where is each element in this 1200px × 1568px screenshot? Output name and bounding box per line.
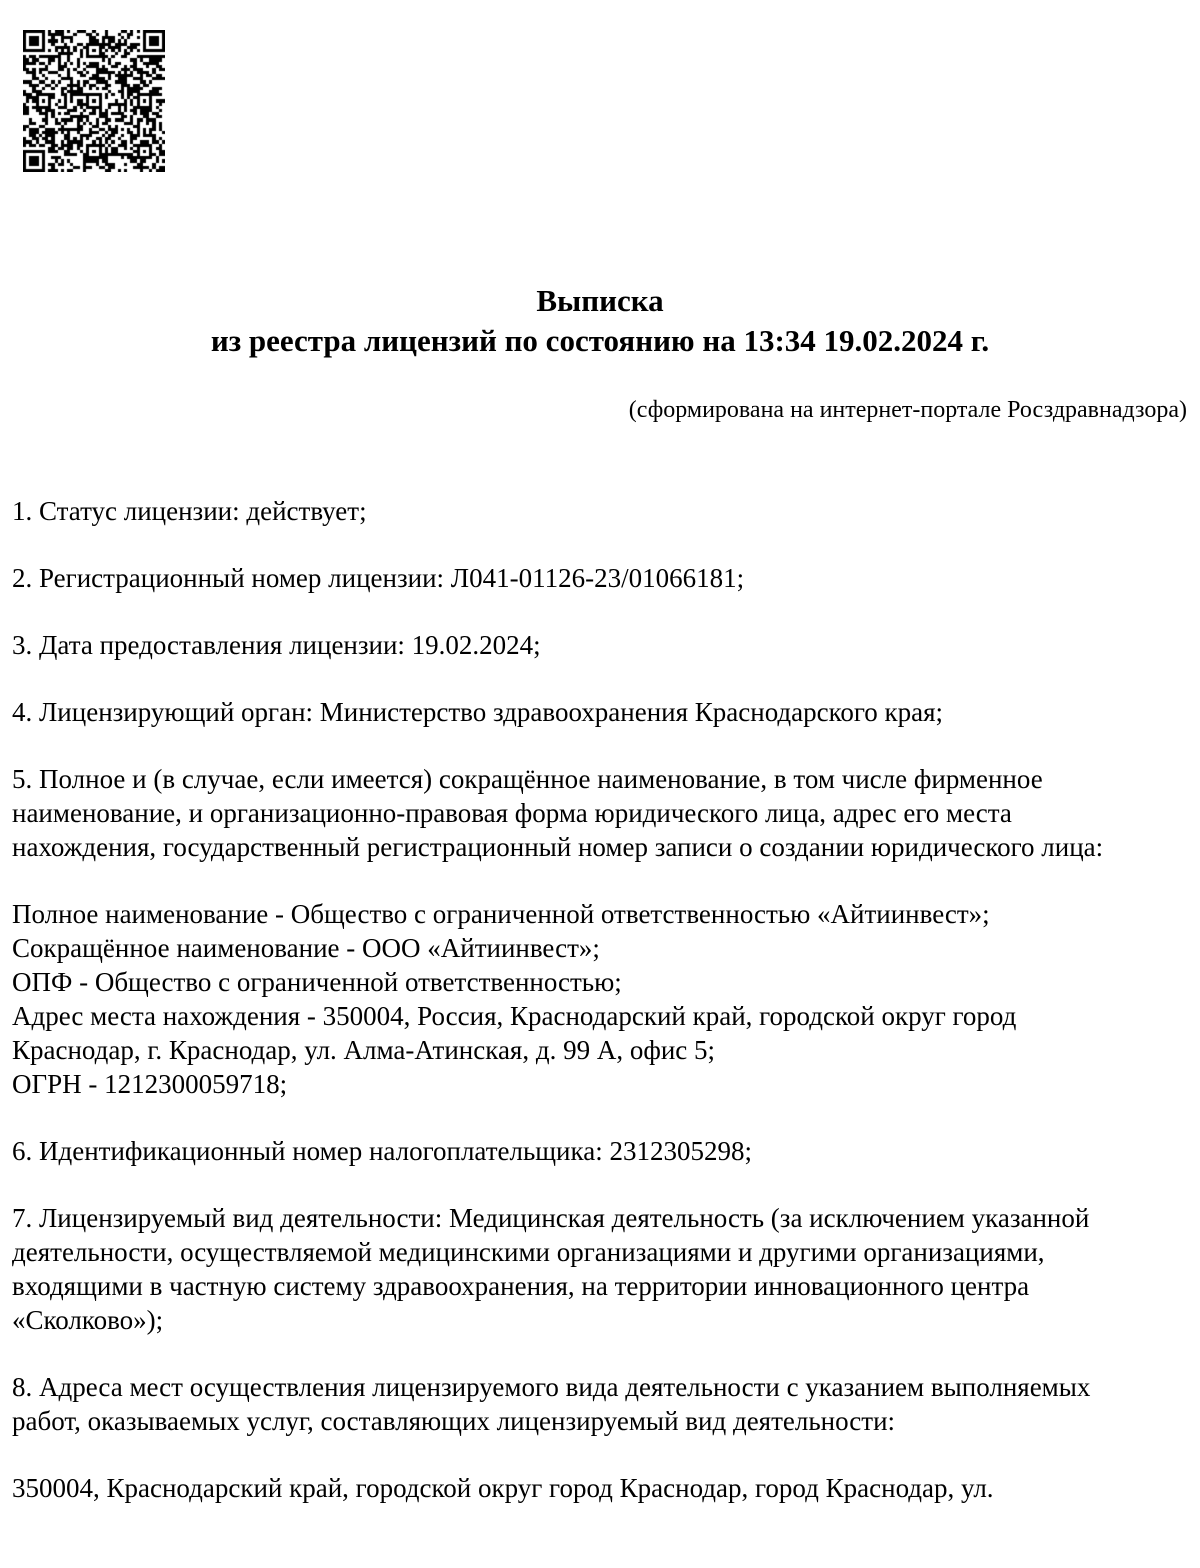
document-line: работ, оказываемых услуг, составляющих лицензируемый вид деятельности: — [12, 1406, 896, 1436]
document-line: 8. Адреса мест осуществления лицензируемого вида деятельности с указанием выполняемых — [12, 1372, 1091, 1402]
paragraph-entity-name-heading — [12, 762, 1188, 864]
title-line-2: из реестра лицензий по состоянию на 13:34 19.02.2024 г. — [210, 323, 990, 358]
document-line: Адрес места нахождения - 350004, Россия, Краснодарский край, городской округ город — [12, 1001, 1017, 1031]
document-title — [0, 281, 1200, 361]
document-line: 7. Лицензируемый вид деятельности: Медицинская деятельность (за исключением указанной — [12, 1203, 1090, 1233]
document-subtitle: (сформирована на интернет-портале Росздравнадзора) — [628, 397, 1187, 423]
document-line: 3. Дата предоставления лицензии: 19.02.2024; — [12, 630, 541, 660]
paragraph-activity-addresses-heading — [12, 1370, 1188, 1438]
paragraph-licensing-authority — [12, 695, 1188, 729]
document-line: входящими в частную систему здравоохранения, на территории инновационного центра — [12, 1271, 1030, 1301]
document-line: 4. Лицензирующий орган: Министерство здравоохранения Краснодарского края; — [12, 697, 944, 727]
document-line: 5. Полное и (в случае, если имеется) сокращённое наименование, в том числе фирменное — [12, 764, 1043, 794]
document-line: Полное наименование - Общество с ограниченной ответственностью «Айтиинвест»; — [12, 899, 990, 929]
paragraph-license-status — [12, 494, 1188, 528]
document-line: 6. Идентификационный номер налогоплательщика: 2312305298; — [12, 1136, 752, 1166]
document-line: Сокращённое наименование - ООО «Айтиинвест»; — [12, 933, 600, 963]
paragraph-licensed-activity — [12, 1201, 1188, 1337]
paragraph-taxpayer-number — [12, 1134, 1188, 1168]
paragraph-entity-details — [12, 897, 1188, 1101]
paragraph-activity-address — [12, 1471, 1188, 1505]
document-line: ОГРН - 1212300059718; — [12, 1069, 288, 1099]
title-line-1: Выписка — [536, 283, 664, 318]
document-line: 2. Регистрационный номер лицензии: Л041-01126-23/01066181; — [12, 563, 745, 593]
qr-code — [23, 30, 165, 172]
document-line: Краснодар, г. Краснодар, ул. Алма-Атинская, д. 99 А, офис 5; — [12, 1035, 716, 1065]
document-line: наименование, и организационно-правовая форма юридического лица, адрес его места — [12, 798, 1012, 828]
document-body — [12, 494, 1188, 1505]
document-line: 350004, Краснодарский край, городской округ город Краснодар, город Краснодар, ул. — [12, 1473, 994, 1503]
document-line: «Сколково»); — [12, 1305, 164, 1335]
paragraph-license-date — [12, 628, 1188, 662]
document-line: нахождения, государственный регистрационный номер записи о создании юридического лица: — [12, 832, 1104, 862]
document-line: ОПФ - Общество с ограниченной ответственностью; — [12, 967, 622, 997]
document-line: деятельности, осуществляемой медицинскими организациями и другими организациями, — [12, 1237, 1045, 1267]
paragraph-registration-number — [12, 561, 1188, 595]
document-line: 1. Статус лицензии: действует; — [12, 496, 367, 526]
